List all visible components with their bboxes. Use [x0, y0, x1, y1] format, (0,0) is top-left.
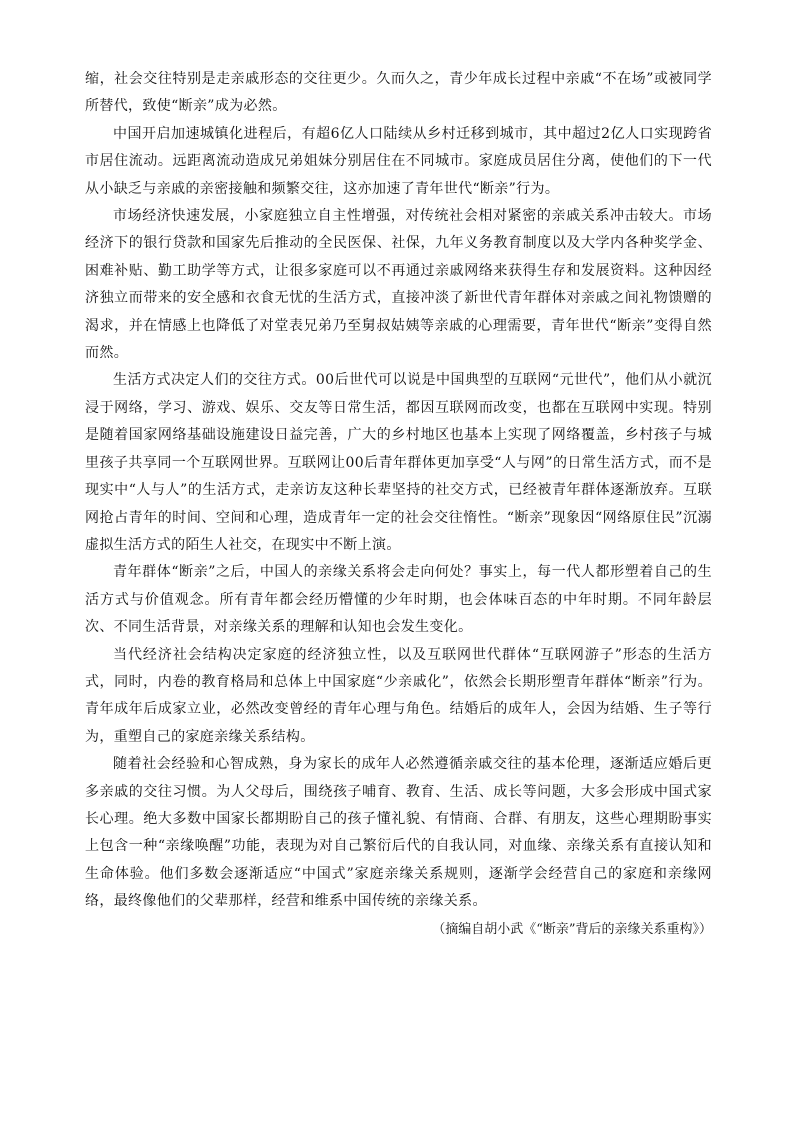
paragraph-kinship-future: 青年群体“断亲”之后，中国人的亲缘关系将会走向何处？事实上，每一代人都形塑着自己的生活方式与价值观念。所有青年都会经历懵懂的少年时期，也会体味百态的中年时期。不同年龄层次、不同生活背景，对亲缘关系的理解和认知也会发生变化。 [85, 564, 712, 636]
paragraph-social-structure: 当代经济社会结构决定家庭的经济独立性，以及互联网世代群体“互联网游子”形态的生活方式，同时，内卷的教育格局和总体上中国家庭“少亲戚化”，依然会长期形塑青年群体“断亲”行为。青年成年后成家立业，必然改变曾经的青年心理与角色。结婚后的成年人，会因为结婚、生子等行为，重塑自己的家庭亲缘关系结构。 [85, 646, 712, 745]
paragraph-continued: 缩，社会交往特别是走亲戚形态的交往更少。久而久之，青少年成长过程中亲戚“不在场”或被同学所替代，致使“断亲”成为必然。 [85, 71, 712, 115]
article-body [85, 66, 712, 916]
paragraph-parenthood: 随着社会经验和心智成熟，身为家长的成年人必然遵循亲戚交往的基本伦理，逐渐适应婚后更多亲戚的交往习惯。为人父母后，围绕孩子哺育、教育、生活、成长等问题，大多会形成中国式家长心理。绝大多数中国家长都期盼自己的孩子懂礼貌、有情商、合群、有朋友，这些心理期盼事实上包含一种“亲缘唤醒”功能，表现为对自己繁衍后代的自我认同，对血缘、亲缘关系有直接认知和生命体验。他们多数会逐渐适应“中国式”家庭亲缘关系规则，逐渐学会经营自己的家庭和亲缘网络，最终像他们的父辈那样，经营和维系中国传统的亲缘关系。 [85, 756, 712, 910]
paragraph-internet-lifestyle: 生活方式决定人们的交往方式。00后世代可以说是中国典型的互联网“元世代”，他们从小就沉浸于网络，学习、游戏、娱乐、交友等日常生活，都因互联网而改变，也都在互联网中实现。特别是随着国家网络基础设施建设日益完善，广大的乡村地区也基本上实现了网络覆盖，乡村孩子与城里孩子共享同一个互联网世界。互联网让00后青年群体更加享受“人与网”的日常生活方式，而不是现实中“人与人”的生活方式，走亲访友这种长辈坚持的社交方式，已经被青年群体逐渐放弃。互联网抢占青年的时间、空间和心理，造成青年一定的社会交往惰性。“断亲”现象因“网络原住民”沉溺虚拟生活方式的陌生人社交，在现实中不断上演。 [85, 372, 712, 553]
paragraph-market-economy: 市场经济快速发展，小家庭独立自主性增强，对传统社会相对紧密的亲戚关系冲击较大。市场经济下的银行贷款和国家先后推动的全民医保、社保，九年义务教育制度以及大学内各种奖学金、困难补贴、勤工助学等方式，让很多家庭可以不再通过亲戚网络来获得生存和发展资料。这种因经济独立而带来的安全感和衣食无忧的生活方式，直接冲淡了新世代青年群体对亲戚之间礼物馈赠的渴求，并在情感上也降低了对堂表兄弟乃至舅叔姑姨等亲戚的心理需要，青年世代“断亲”变得自然而然。 [85, 208, 712, 362]
paragraph-urbanization: 中国开启加速城镇化进程后，有超6亿人口陆续从乡村迁移到城市，其中超过2亿人口实现跨省市居住流动。远距离流动造成兄弟姐妹分别居住在不同城市。家庭成员居住分离，使他们的下一代从小缺乏与亲戚的亲密接触和频繁交往，这亦加速了青年世代“断亲”行为。 [85, 125, 712, 197]
article-source: （摘编自胡小武《“断亲”背后的亲缘关系重构》） [432, 921, 712, 937]
